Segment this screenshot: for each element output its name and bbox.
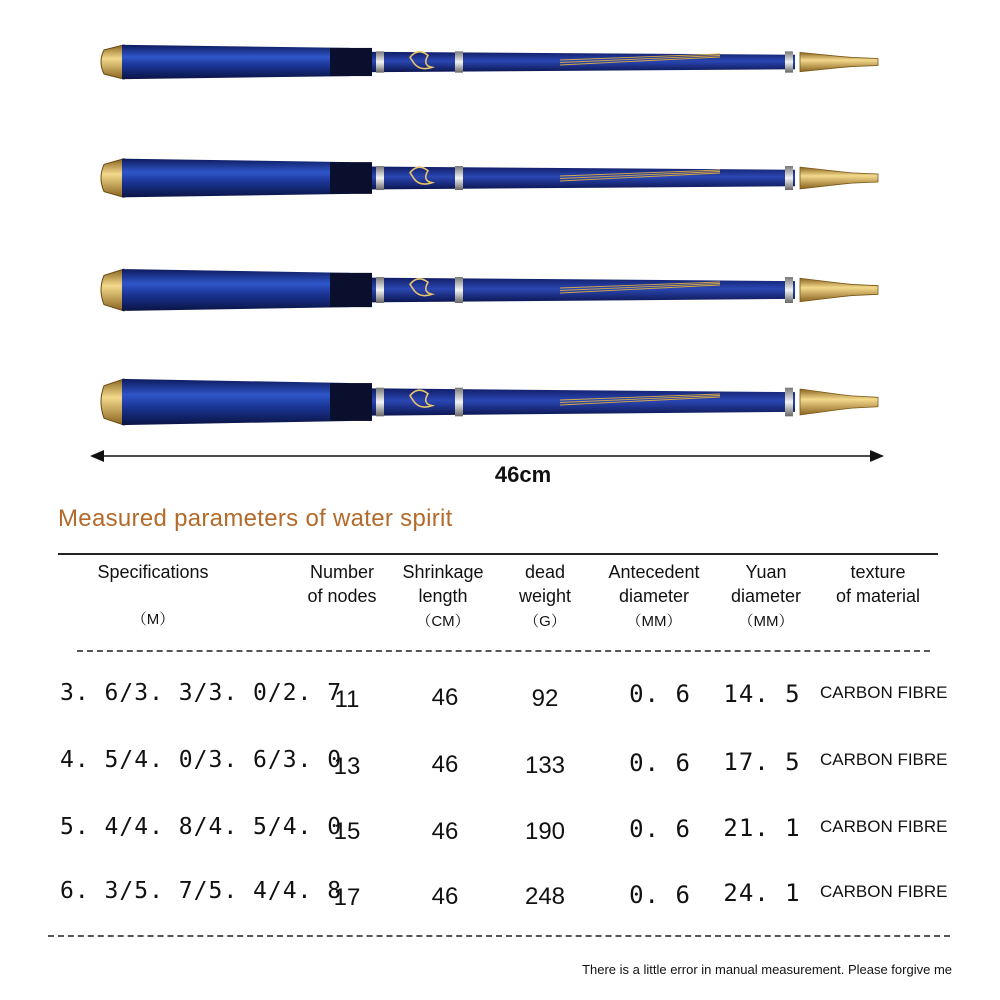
header-divider (77, 650, 930, 652)
silver-ring (376, 277, 384, 303)
cell-nodes: 13 (333, 753, 361, 780)
header-label: dead (524, 562, 566, 582)
header-label: texture (850, 562, 906, 582)
silver-ring (785, 51, 793, 72)
header-antecedent-diameter (592, 560, 716, 634)
tip-ferrule (800, 167, 878, 189)
cell-nodes: 15 (333, 818, 361, 845)
cell-length: 46 (431, 883, 459, 910)
silver-ring (455, 277, 463, 303)
header-unit: （MM） (738, 613, 794, 630)
silver-ring (455, 51, 463, 72)
silver-ring (376, 51, 384, 72)
cell-weight: 248 (524, 883, 566, 910)
header-specifications (70, 560, 236, 632)
cell-spec: 3. 6/3. 3/3. 0/2. 7 (60, 680, 343, 706)
header-label-2: diameter (730, 586, 802, 606)
butt-cap (101, 379, 124, 425)
rod-shaft (372, 52, 795, 72)
table-top-rule (58, 553, 938, 555)
silver-ring (455, 388, 463, 417)
rod-handle (122, 45, 350, 79)
rod-shaft (372, 388, 795, 415)
cell-material: CARBON FIBRE (820, 750, 948, 769)
header-dead-weight (500, 560, 590, 634)
butt-cap (101, 159, 124, 198)
handle-band (330, 273, 372, 307)
header-label: Yuan (745, 562, 787, 582)
rod-handle (122, 379, 350, 425)
cell-material: CARBON FIBRE (820, 817, 948, 836)
cell-weight: 190 (524, 818, 566, 845)
header-label-2: of nodes (307, 586, 377, 606)
measure-arrow (90, 450, 884, 462)
tip-ferrule (800, 52, 878, 71)
silver-ring (376, 388, 384, 417)
handle-band (330, 48, 372, 76)
silver-ring (785, 277, 793, 303)
header-label-2: weight (518, 586, 572, 606)
header-unit: （CM） (416, 613, 470, 630)
cell-butt-diameter: 14. 5 (723, 680, 801, 708)
header-label: Specifications (97, 562, 209, 582)
cell-length: 46 (431, 818, 459, 845)
cell-tip-diameter: 0. 6 (629, 749, 691, 777)
header-label-2: diameter (618, 586, 690, 606)
cell-butt-diameter: 17. 5 (723, 748, 801, 776)
fishing-rod (101, 379, 878, 425)
cell-butt-diameter: 21. 1 (723, 814, 801, 842)
cell-tip-diameter: 0. 6 (629, 680, 691, 708)
header-unit: （M） (131, 611, 175, 628)
rod-shaft (372, 278, 795, 303)
cell-spec: 6. 3/5. 7/5. 4/4. 8 (60, 878, 343, 904)
rod-shaft (372, 167, 795, 190)
handle-band (330, 383, 372, 421)
cell-spec: 5. 4/4. 8/4. 5/4. 0 (60, 814, 343, 840)
cell-tip-diameter: 0. 6 (629, 881, 691, 909)
handle-band (330, 162, 372, 194)
length-label: 46cm (494, 462, 552, 487)
header-label-2: of material (835, 586, 921, 606)
header-nodes (292, 560, 392, 608)
rod-handle (122, 159, 350, 198)
silver-ring (376, 166, 384, 190)
header-unit: （MM） (626, 613, 682, 630)
header-shrinkage-length (390, 560, 496, 634)
cell-length: 46 (431, 684, 459, 711)
cell-length: 46 (431, 751, 459, 778)
fishing-rod (101, 159, 878, 198)
cell-material: CARBON FIBRE (820, 683, 948, 702)
rod-handle (122, 269, 350, 311)
silver-ring (785, 166, 793, 190)
fishing-rod (101, 269, 878, 311)
header-label: Shrinkage (402, 562, 484, 582)
silver-ring (455, 166, 463, 190)
header-label: Antecedent (608, 562, 700, 582)
tip-ferrule (800, 278, 878, 301)
header-label: Number (309, 562, 375, 582)
header-unit: （G） (524, 613, 566, 630)
table-bottom-rule (48, 935, 950, 937)
silver-ring (785, 388, 793, 417)
butt-cap (101, 45, 124, 79)
header-material (820, 560, 936, 608)
cell-tip-diameter: 0. 6 (629, 815, 691, 843)
cell-weight: 92 (531, 685, 559, 712)
cell-nodes: 11 (334, 686, 360, 713)
tip-ferrule (800, 389, 878, 415)
footnote: There is a little error in manual measurement. Please forgive me (582, 962, 952, 977)
cell-nodes: 17 (333, 884, 361, 911)
header-label-2: length (418, 586, 468, 606)
cell-weight: 133 (524, 752, 566, 779)
header-yuan-diameter (716, 560, 816, 634)
cell-spec: 4. 5/4. 0/3. 6/3. 0 (60, 747, 343, 773)
butt-cap (101, 269, 124, 311)
cell-butt-diameter: 24. 1 (723, 879, 801, 907)
cell-material: CARBON FIBRE (820, 882, 948, 901)
fishing-rod (101, 45, 878, 79)
section-title: Measured parameters of water spirit (58, 505, 453, 532)
